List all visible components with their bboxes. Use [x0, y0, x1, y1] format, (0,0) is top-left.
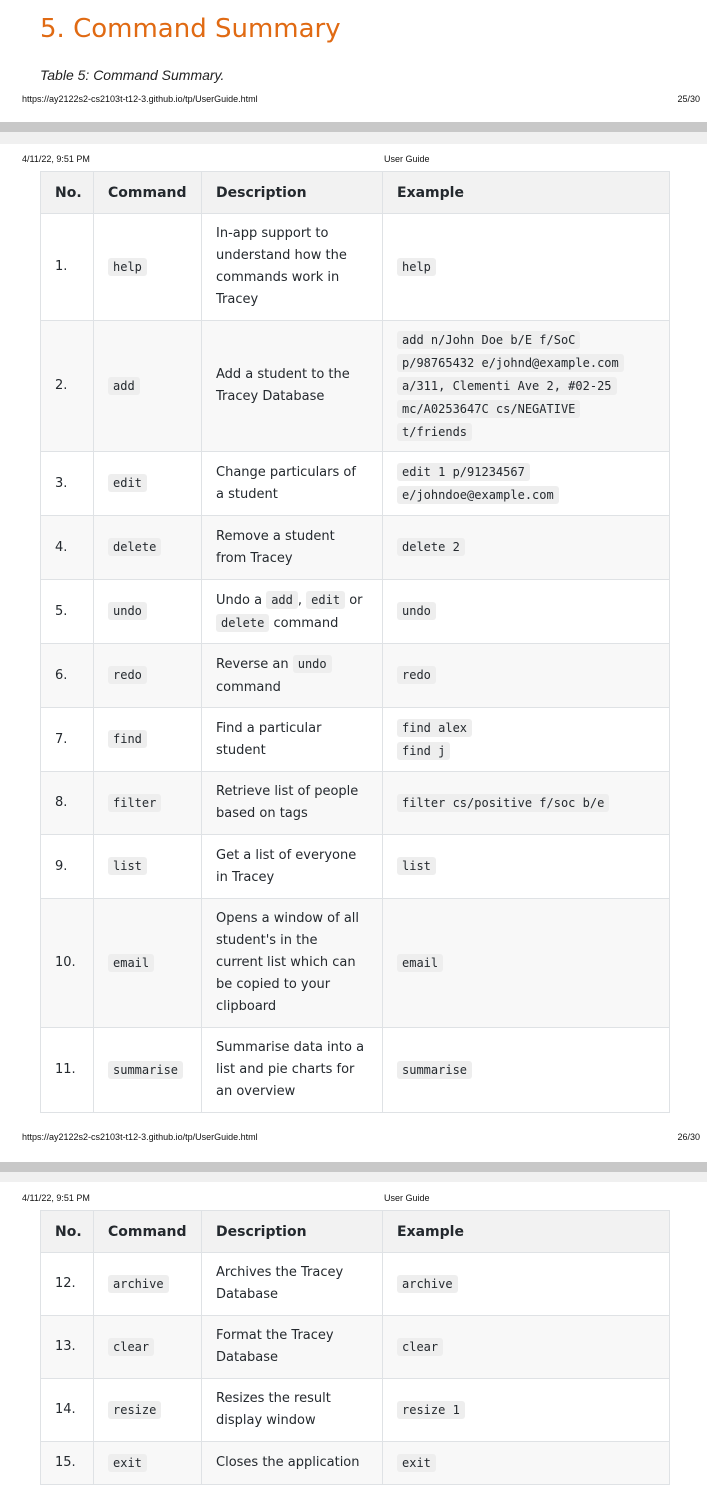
- row-description: Add a student to the Tracey Database: [202, 321, 383, 452]
- table-header-row: [41, 1211, 670, 1253]
- row-command: [94, 1442, 202, 1485]
- example-code: archive: [397, 1275, 458, 1293]
- example-code: e/johndoe@example.com: [397, 486, 559, 504]
- row-command: [94, 708, 202, 772]
- example-code: a/311, Clementi Ave 2, #02-25: [397, 377, 617, 395]
- page-25: [0, 0, 707, 122]
- row-no: 5.: [41, 580, 94, 644]
- table-row: [41, 644, 670, 708]
- print-footer-url: https://ay2122s2-cs2103t-t12-3.github.io/tp/UserGuide.html: [22, 94, 258, 104]
- row-no: 4.: [41, 516, 94, 580]
- example-code: clear: [397, 1338, 443, 1356]
- page-27: [0, 1182, 707, 1503]
- inline-code: undo: [293, 655, 332, 673]
- example-code: delete 2: [397, 538, 465, 556]
- row-description: Summarise data into a list and pie charts for an overview: [202, 1028, 383, 1113]
- row-no: 2.: [41, 321, 94, 452]
- table-row: [41, 899, 670, 1028]
- section-heading: 5. Command Summary: [40, 14, 341, 44]
- row-example: [383, 708, 670, 772]
- example-code: add n/John Doe b/E f/SoC: [397, 331, 580, 349]
- table-header-row: [41, 172, 670, 214]
- example-code: edit 1 p/91234567: [397, 463, 530, 481]
- command-code: clear: [108, 1338, 154, 1356]
- table-row: [41, 772, 670, 835]
- example-code: help: [397, 258, 436, 276]
- command-code: summarise: [108, 1061, 183, 1079]
- example-code: p/98765432 e/johnd@example.com: [397, 354, 624, 372]
- command-code: delete: [108, 538, 161, 556]
- row-description: Archives the Tracey Database: [202, 1253, 383, 1316]
- page-separator: [0, 1162, 707, 1182]
- table-row: [41, 1316, 670, 1379]
- print-header-title: User Guide: [384, 154, 430, 164]
- row-description: Undo a add , edit or delete command: [202, 580, 383, 644]
- print-header-datetime: 4/11/22, 9:51 PM: [22, 1193, 90, 1203]
- row-command: [94, 1253, 202, 1316]
- print-header-datetime: 4/11/22, 9:51 PM: [22, 154, 90, 164]
- print-header-title: User Guide: [384, 1193, 430, 1203]
- command-code: edit: [108, 474, 147, 492]
- command-summary-table: [40, 171, 670, 1113]
- row-example: [383, 452, 670, 516]
- row-description: Get a list of everyone in Tracey: [202, 835, 383, 899]
- inline-code: add: [266, 591, 298, 609]
- row-no: 6.: [41, 644, 94, 708]
- row-description: Remove a student from Tracey: [202, 516, 383, 580]
- row-no: 1.: [41, 214, 94, 321]
- table-row: [41, 1028, 670, 1113]
- table-row: [41, 1379, 670, 1442]
- row-example: [383, 899, 670, 1028]
- example-code: exit: [397, 1454, 436, 1472]
- row-description: Retrieve list of people based on tags: [202, 772, 383, 835]
- row-command: [94, 644, 202, 708]
- row-command: [94, 516, 202, 580]
- table-row: [41, 835, 670, 899]
- row-example: [383, 1253, 670, 1316]
- command-code: redo: [108, 666, 147, 684]
- row-no: 14.: [41, 1379, 94, 1442]
- table-row: [41, 1253, 670, 1316]
- row-no: 10.: [41, 899, 94, 1028]
- row-example: [383, 1028, 670, 1113]
- command-code: help: [108, 258, 147, 276]
- row-example: [383, 516, 670, 580]
- row-description: Resizes the result display window: [202, 1379, 383, 1442]
- row-no: 7.: [41, 708, 94, 772]
- header-example: Example: [383, 1211, 670, 1253]
- row-example: [383, 1442, 670, 1485]
- command-summary-table: [40, 1210, 670, 1485]
- row-no: 3.: [41, 452, 94, 516]
- row-example: [383, 321, 670, 452]
- example-code: mc/A0253647C cs/NEGATIVE: [397, 400, 580, 418]
- row-description: Find a particular student: [202, 708, 383, 772]
- row-description: Format the Tracey Database: [202, 1316, 383, 1379]
- row-command: [94, 1028, 202, 1113]
- header-description: Description: [202, 1211, 383, 1253]
- header-no: No.: [41, 172, 94, 214]
- header-command: Command: [94, 1211, 202, 1253]
- inline-code: delete: [216, 614, 269, 632]
- row-command: [94, 580, 202, 644]
- table-row: [41, 452, 670, 516]
- table-caption: Table 5: Command Summary.: [40, 67, 225, 83]
- table-row: [41, 321, 670, 452]
- row-no: 12.: [41, 1253, 94, 1316]
- table-row: [41, 708, 670, 772]
- example-code: list: [397, 857, 436, 875]
- row-command: [94, 1316, 202, 1379]
- header-description: Description: [202, 172, 383, 214]
- row-no: 8.: [41, 772, 94, 835]
- command-code: exit: [108, 1454, 147, 1472]
- example-code: undo: [397, 602, 436, 620]
- command-code: undo: [108, 602, 147, 620]
- row-description: Opens a window of all student's in the current list which can be copied to your clipboard: [202, 899, 383, 1028]
- command-code: archive: [108, 1275, 169, 1293]
- example-code: find j: [397, 742, 450, 760]
- row-example: [383, 772, 670, 835]
- inline-code: edit: [306, 591, 345, 609]
- table-row: [41, 214, 670, 321]
- header-no: No.: [41, 1211, 94, 1253]
- table-row: [41, 516, 670, 580]
- example-code: summarise: [397, 1061, 472, 1079]
- row-command: [94, 1379, 202, 1442]
- row-description: Reverse an undo command: [202, 644, 383, 708]
- row-description: In-app support to understand how the commands work in Tracey: [202, 214, 383, 321]
- print-footer-page: 26/30: [677, 1132, 700, 1142]
- page-separator: [0, 122, 707, 144]
- example-code: redo: [397, 666, 436, 684]
- command-code: find: [108, 730, 147, 748]
- example-code: filter cs/positive f/soc b/e: [397, 794, 609, 812]
- command-code: resize: [108, 1401, 161, 1419]
- command-code: filter: [108, 794, 161, 812]
- table-row: [41, 1442, 670, 1485]
- example-code: find alex: [397, 719, 472, 737]
- row-no: 13.: [41, 1316, 94, 1379]
- command-code: list: [108, 857, 147, 875]
- row-command: [94, 214, 202, 321]
- row-no: 15.: [41, 1442, 94, 1485]
- header-example: Example: [383, 172, 670, 214]
- print-footer-page: 25/30: [677, 94, 700, 104]
- row-example: [383, 835, 670, 899]
- row-no: 9.: [41, 835, 94, 899]
- example-code: email: [397, 954, 443, 972]
- row-command: [94, 321, 202, 452]
- row-example: [383, 214, 670, 321]
- row-example: [383, 580, 670, 644]
- row-no: 11.: [41, 1028, 94, 1113]
- example-code: resize 1: [397, 1401, 465, 1419]
- row-command: [94, 835, 202, 899]
- page-26: [0, 144, 707, 1162]
- command-code: add: [108, 377, 140, 395]
- example-code: t/friends: [397, 423, 472, 441]
- table-row: [41, 580, 670, 644]
- row-example: [383, 1379, 670, 1442]
- row-command: [94, 452, 202, 516]
- row-command: [94, 899, 202, 1028]
- row-description: Change particulars of a student: [202, 452, 383, 516]
- row-example: [383, 644, 670, 708]
- print-footer-url: https://ay2122s2-cs2103t-t12-3.github.io/tp/UserGuide.html: [22, 1132, 258, 1142]
- row-example: [383, 1316, 670, 1379]
- command-code: email: [108, 954, 154, 972]
- header-command: Command: [94, 172, 202, 214]
- row-description: Closes the application: [202, 1442, 383, 1485]
- row-command: [94, 772, 202, 835]
